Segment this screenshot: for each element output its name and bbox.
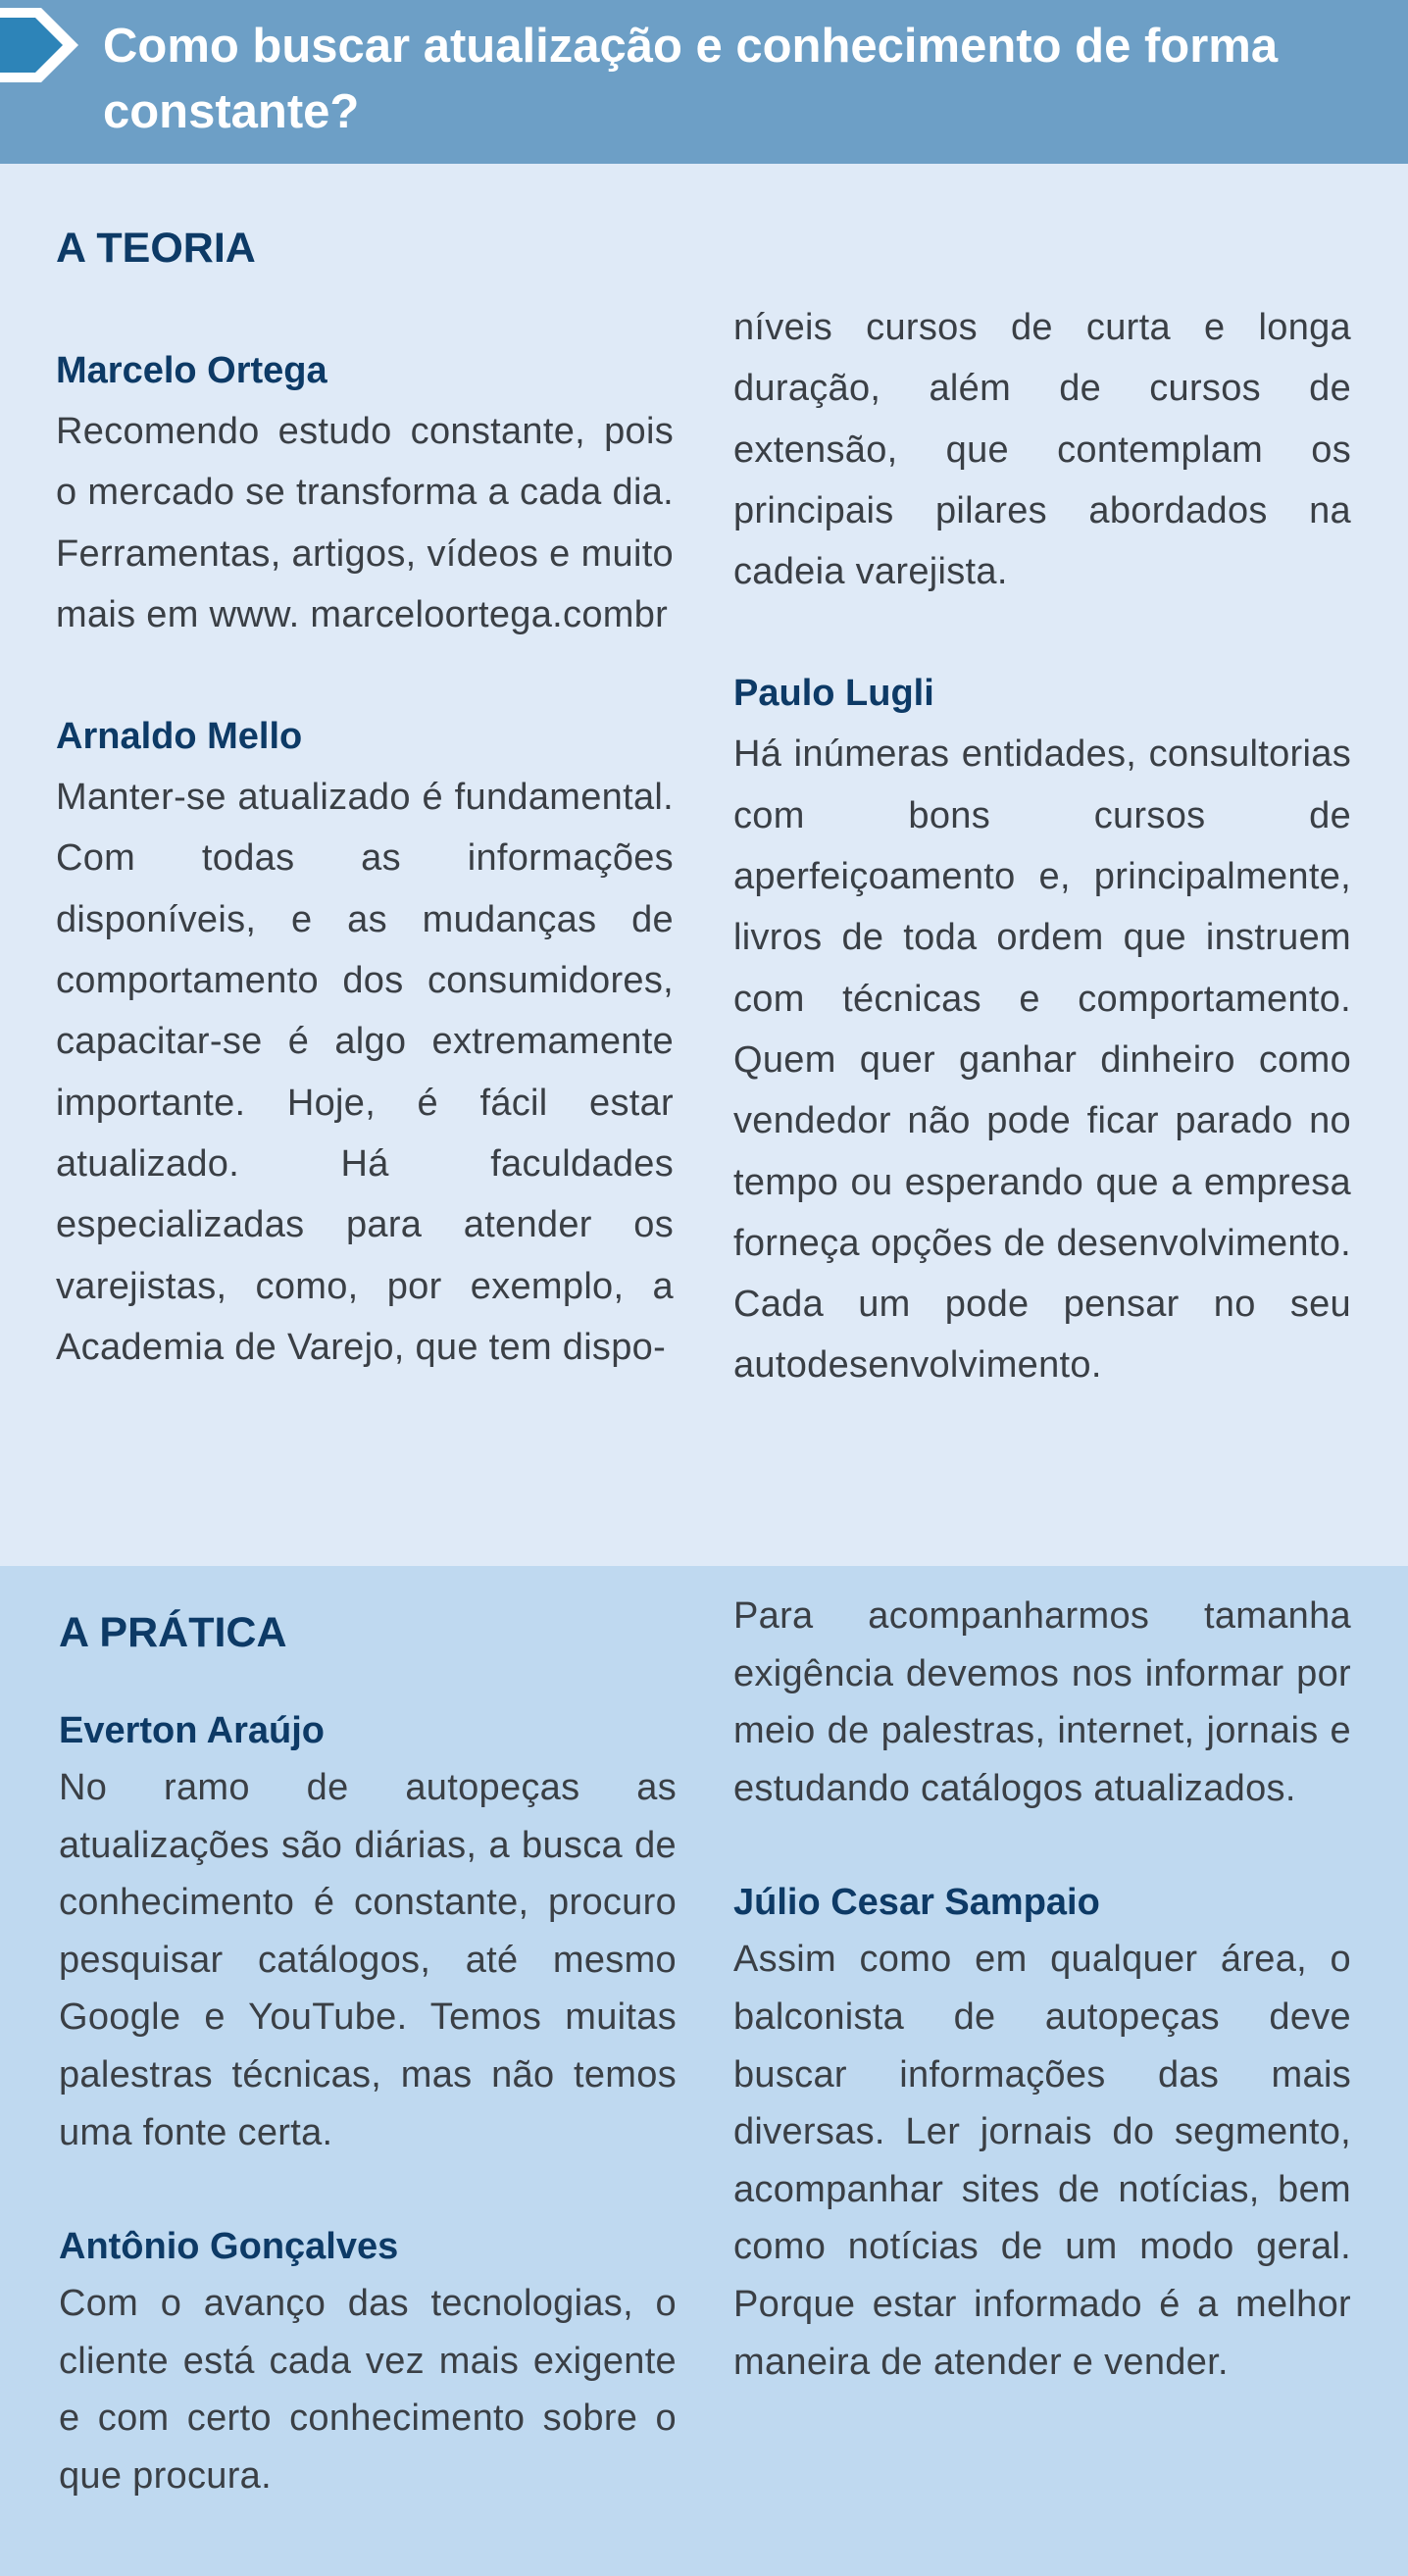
chevron-right-icon — [0, 0, 88, 93]
author-name: Arnaldo Mello — [56, 716, 303, 758]
theory-section — [0, 164, 1408, 1566]
author-quote: Manter-se atualizado é fundamental. Com todas as informações disponíveis, e as mudanças de comportamento dos consumidores, capacitar-se é algo extremamente importante. Hoje, é fácil estar atualizado. Há faculdades especializadas para atender os varejistas, como, por exemplo, a Academia de Varejo, que tem dispo- — [56, 777, 674, 1368]
practice-column-right — [733, 1588, 1351, 2391]
author-name: Júlio Cesar Sampaio — [733, 1882, 1100, 1924]
author-quote: Com o avanço das tecnologias, o cliente está cada vez mais exigente e com certo conhecimento sobre o que procura. — [59, 2283, 677, 2497]
theory-column-right — [733, 297, 1351, 1396]
author-name: Marcelo Ortega — [56, 350, 327, 391]
author-quote-continuation: níveis cursos de curta e longa duração, além de cursos de extensão, que contemplam os principais pilares abordados na cadeia varejista. — [733, 307, 1351, 593]
page-title: Como buscar atualização e conhecimento de forma constante? — [103, 20, 1279, 138]
author-quote: Assim como em qualquer área, o balconista de autopeças deve buscar informações das mais diversas. Ler jornais do segmento, acompanhar sites de notícias, bem como notícias de um modo geral. Porque estar informado é a melhor maneira de atender e vender. — [733, 1939, 1351, 2383]
practice-column-left — [59, 1702, 677, 2505]
section-heading-theory: A TEORIA — [56, 225, 256, 272]
practice-section — [0, 1566, 1408, 2576]
author-name: Everton Araújo — [59, 1710, 325, 1751]
author-name: Paulo Lugli — [733, 673, 934, 715]
section-heading-practice: A PRÁTICA — [59, 1609, 287, 1656]
author-quote: No ramo de autopeças as atualizações são diárias, a busca de conhecimento é constante, procuro pesquisar catálogos, até mesmo Google e YouTube. Temos muitas palestras técnicas, mas não temos uma fonte certa. — [59, 1767, 677, 2153]
author-name: Antônio Gonçalves — [59, 2226, 399, 2268]
theory-column-left — [56, 340, 674, 1378]
author-quote-continuation: Para acompanharmos tamanha exigência devemos nos informar por meio de palestras, internet, jornais e estudando catálogos atualizados. — [733, 1595, 1351, 1809]
author-quote: Recomendo estudo constante, pois o mercado se transforma a cada dia. Ferramentas, artigos, vídeos e muito mais em www. marceloortega.combr — [56, 411, 674, 635]
author-quote: Há inúmeras entidades, consultorias com bons cursos de aperfeiçoamento e, principalmente, livros de toda ordem que instruem com técnicas e comportamento. Quem quer ganhar dinheiro como vendedor não pode ficar parado no tempo ou esperando que a empresa forneça opções de desenvolvimento. Cada um pode pensar no seu autodesenvolvimento. — [733, 733, 1351, 1387]
header-banner — [0, 0, 1408, 164]
